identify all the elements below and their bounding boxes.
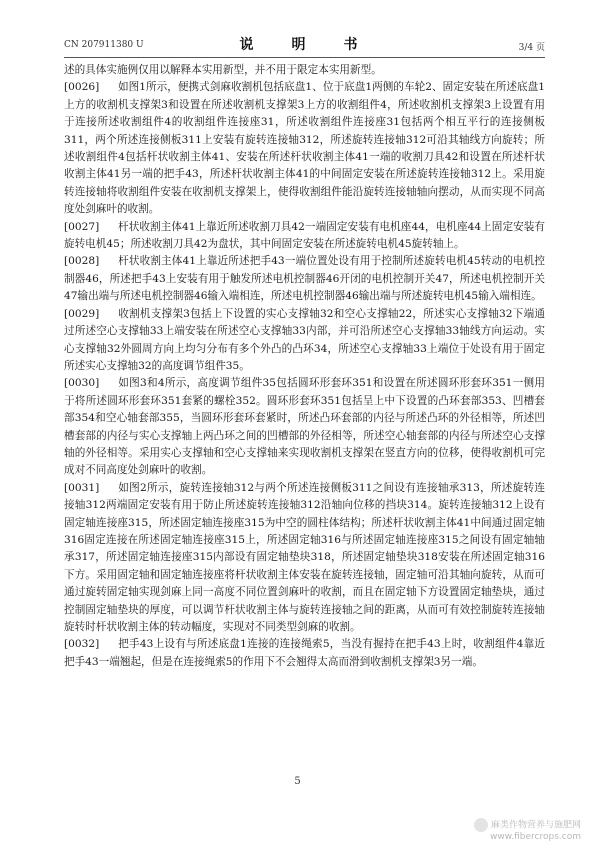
paragraph-0032	[64, 636, 545, 671]
document-body	[64, 62, 545, 671]
paragraph-0031	[64, 480, 545, 637]
intro-text: 述的具体实施例仅用以解释本实用新型，并不用于限定本实用新型。	[64, 64, 382, 76]
paragraph-0028	[64, 253, 545, 305]
paragraph-number: [0031]	[64, 481, 100, 494]
page-number: 5	[294, 776, 301, 787]
paragraph-number: [0026]	[64, 81, 100, 94]
paragraph-number: [0032]	[64, 638, 100, 651]
page-header	[64, 34, 545, 54]
paragraph-number: [0029]	[64, 307, 100, 320]
paragraph-text: 如图1所示，便携式剑麻收割机包括底盘1、位于底盘1两侧的车轮2、固定安装在所述底盘1上方的收割机支撑架3和设置在所述收割机支撑架3上方的收割组件4，所述收割机支撑架3上设置有用于连接所述收割组件4的收割组件连接座31，所述收割组件连接座31包括两个相互平行的连接侧板311，两个所述连接侧板311上安装有旋转连接轴312，所述旋转连接轴312可沿其轴线方向旋转；所述收割组件4包括杆状收割主体41、安装在所述杆状收割主体41一端的收割刀具42和设置在所述杆状收割主体41另一端的把手43，所述杆状收割主体41的中间固定安装在所述旋转连接轴312上。采用旋转连接轴将收割组件安装在收割机支撑架上，使得收割组件能沿旋转连接轴轴向摆动，从而实现不同高度处剑麻叶的收割。	[64, 81, 545, 216]
paragraph-0029	[64, 306, 545, 376]
paragraph-number: [0027]	[64, 220, 100, 233]
watermark-logo-icon	[474, 818, 488, 832]
paragraph-text: 如图3和4所示，高度调节组件35包括圆环形套环351和设置在所述圆环形套环351一侧用于将所述圆环形套环351套紧的螺栓352。圆环形套环351包括呈上中下设置的凸环套部353、凹槽套部354和空心轴套部355，当圆环形套环套紧时，所述凸环套部的内径与所述凸环的外径相等，所述凹槽套部的内径与实心支撑轴上两凸环之间的凹槽部的外径相等，所述空心轴套部的内径与所述空心支撑轴的外径相等。采用实心支撑轴和空心支撑轴来实现收割机支撑架在竖直方向的位移，使得收割机可完成对不同高度处剑麻叶的收割。	[64, 377, 545, 477]
document-title: 说 明 书	[239, 37, 370, 53]
paragraph-text: 收割机支撑架3包括上下设置的实心支撑轴32和空心支撑轴22，所述实心支撑轴32下端通过所述空心支撑轴33上端安装在所述空心支撑轴33内部，并可沿所述空心支撑轴33轴线方向运动。实心支撑轴32外圆周方向上均匀分布有多个外凸的凸环34，所述空心支撑轴33上端位于处设有用于固定所述实心支撑轴32的高度调节组件35。	[64, 307, 545, 372]
paragraph-0026	[64, 79, 545, 218]
page-footer	[0, 776, 595, 787]
watermark-text: 麻类作物营养与施肥网	[490, 820, 581, 831]
publication-number: CN 207911380 U	[64, 40, 144, 50]
paragraph-number: [0030]	[64, 377, 100, 390]
paragraph-text: 杆状收割主体41上靠近所述把手43一端位置处设有用于控制所述旋转电机45转动的电机控制器46，所述把手43上安装有用于触发所述电机控制器46开闭的电机控制开关47，所述电机控制开关47输出端与所述电机控制器46输入端相连，所述电机控制器46输出端与所述旋转电机45输入端相连。	[64, 255, 545, 303]
paragraph-text: 杆状收割主体41上靠近所述收割刀具42一端固定安装有电机座44，电机座44上固定安装有旋转电机45；所述收割刀具42为盘状，其中间固定安装在所述旋转电机45旋转轴上。	[64, 220, 545, 251]
header-divider	[64, 57, 545, 58]
watermark-url: www.fibercrops.com	[490, 832, 581, 842]
paragraph-0030	[64, 375, 545, 479]
site-watermark	[474, 818, 581, 843]
paragraph-text: 如图2所示，旋转连接轴312与两个所述连接侧板311之间设有连接轴承313，所述旋转连接轴312两端固定安装有用于防止所述旋转连接轴312沿轴向位移的挡块314。旋转连接轴312上设有固定轴连接座315，所述固定轴连接座315为中空的圆柱体结构；所述杆状收割主体41中间通过固定轴316固定连接在所述固定轴连接座315上，所述固定轴316与所述固定轴连接座315之间设有固定轴轴承317，所述固定轴连接座315内部设有固定轴垫块318，所述固定轴垫块318安装在所述固定轴316下方。采用固定轴和固定轴连接座将杆状收割主体安装在旋转连接轴，固定轴可沿其轴向旋转，从而可通过旋转固定轴实现剑麻上同一高度不同位置剑麻叶的收割，而且在固定轴下方设置固定轴垫块，通过控制固定轴垫块的厚度，可以调节杆状收割主体与旋转连接轴之间的距离，从而可有效控制旋转连接轴旋转时杆状收割主体的转动幅度，实现对不同类型剑麻的收割。	[64, 481, 545, 633]
paragraph-text: 把手43上设有与所述底盘1连接的连接绳索5，当没有握持在把手43上时，收割组件4靠近把手43一端翘起，但是在连接绳索5的作用下不会翘得太高而滑到收割机支撑架3另一端。	[64, 638, 545, 668]
paragraph-0027	[64, 219, 545, 254]
page-indicator: 3/4 页	[518, 43, 545, 53]
paragraph-number: [0028]	[64, 255, 100, 268]
